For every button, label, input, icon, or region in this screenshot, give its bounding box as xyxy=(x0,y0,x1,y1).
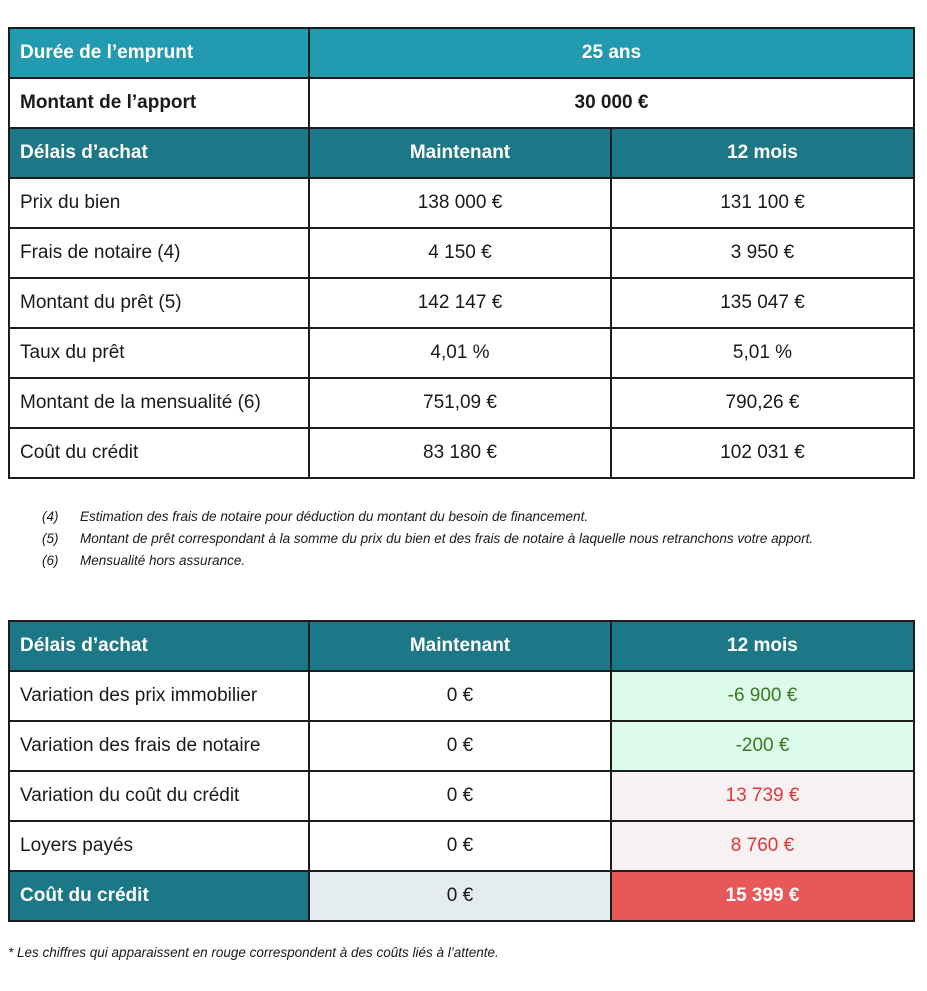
waiting-cost-table xyxy=(8,620,915,922)
row-label: Taux du prêt xyxy=(9,328,309,378)
value-12-months: 135 047 € xyxy=(611,278,914,328)
value-now: 0 € xyxy=(309,771,611,821)
table-row xyxy=(9,721,914,771)
value-now: 83 180 € xyxy=(309,428,611,478)
value-12-months: 131 100 € xyxy=(611,178,914,228)
apport-label: Montant de l’apport xyxy=(9,78,309,128)
value-12-months-saving: -200 € xyxy=(611,721,914,771)
row-label: Loyers payés xyxy=(9,821,309,871)
row-label: Coût du crédit xyxy=(9,428,309,478)
value-12-months-cost: 13 739 € xyxy=(611,771,914,821)
value-now: 751,09 € xyxy=(309,378,611,428)
table-row xyxy=(9,278,914,328)
value-12-months-saving: -6 900 € xyxy=(611,671,914,721)
value-12-months: 790,26 € xyxy=(611,378,914,428)
table-row xyxy=(9,671,914,721)
table-header-row xyxy=(9,128,914,178)
table-row xyxy=(9,821,914,871)
footnote-number: (6) xyxy=(42,553,59,568)
footnote-text: Mensualité hors assurance. xyxy=(80,553,246,568)
total-label: Coût du crédit xyxy=(9,871,309,921)
row-label: Variation du coût du crédit xyxy=(9,771,309,821)
row-label: Frais de notaire (4) xyxy=(9,228,309,278)
header-12-months: 12 mois xyxy=(611,621,914,671)
footnote-item xyxy=(42,528,813,550)
total-row xyxy=(9,871,914,921)
footnote-number: (5) xyxy=(42,531,59,546)
value-now: 4,01 % xyxy=(309,328,611,378)
table-row xyxy=(9,328,914,378)
duration-row xyxy=(9,28,914,78)
value-12-months: 5,01 % xyxy=(611,328,914,378)
table-row xyxy=(9,771,914,821)
total-now: 0 € xyxy=(309,871,611,921)
value-12-months: 102 031 € xyxy=(611,428,914,478)
table-row xyxy=(9,428,914,478)
apport-value: 30 000 € xyxy=(309,78,914,128)
header-12-months: 12 mois xyxy=(611,128,914,178)
table-row xyxy=(9,378,914,428)
apport-row xyxy=(9,78,914,128)
value-now: 142 147 € xyxy=(309,278,611,328)
value-now: 0 € xyxy=(309,821,611,871)
value-now: 0 € xyxy=(309,721,611,771)
footnote-item xyxy=(42,550,813,572)
row-label: Variation des prix immobilier xyxy=(9,671,309,721)
header-delay-label: Délais d’achat xyxy=(9,621,309,671)
footnotes-list xyxy=(42,506,813,572)
row-label: Montant de la mensualité (6) xyxy=(9,378,309,428)
footnote-text: Estimation des frais de notaire pour déduction du montant du besoin de financement. xyxy=(80,509,589,524)
header-now: Maintenant xyxy=(309,128,611,178)
table-row xyxy=(9,178,914,228)
value-now: 0 € xyxy=(309,671,611,721)
header-delay-label: Délais d’achat xyxy=(9,128,309,178)
row-label: Prix du bien xyxy=(9,178,309,228)
loan-summary-table xyxy=(8,27,915,479)
header-now: Maintenant xyxy=(309,621,611,671)
value-now: 138 000 € xyxy=(309,178,611,228)
table-header-row xyxy=(9,621,914,671)
value-12-months: 3 950 € xyxy=(611,228,914,278)
duration-value: 25 ans xyxy=(309,28,914,78)
footnote-number: (4) xyxy=(42,509,59,524)
row-label: Variation des frais de notaire xyxy=(9,721,309,771)
value-12-months-cost: 8 760 € xyxy=(611,821,914,871)
red-figures-footnote: * Les chiffres qui apparaissent en rouge correspondent à des coûts liés à l’attente. xyxy=(8,945,499,960)
table-row xyxy=(9,228,914,278)
duration-label: Durée de l’emprunt xyxy=(9,28,309,78)
total-12-months: 15 399 € xyxy=(611,871,914,921)
footnote-item xyxy=(42,506,813,528)
value-now: 4 150 € xyxy=(309,228,611,278)
row-label: Montant du prêt (5) xyxy=(9,278,309,328)
footnote-text: Montant de prêt correspondant à la somme du prix du bien et des frais de notaire à laquelle nous retranchons votre apport. xyxy=(80,531,814,546)
